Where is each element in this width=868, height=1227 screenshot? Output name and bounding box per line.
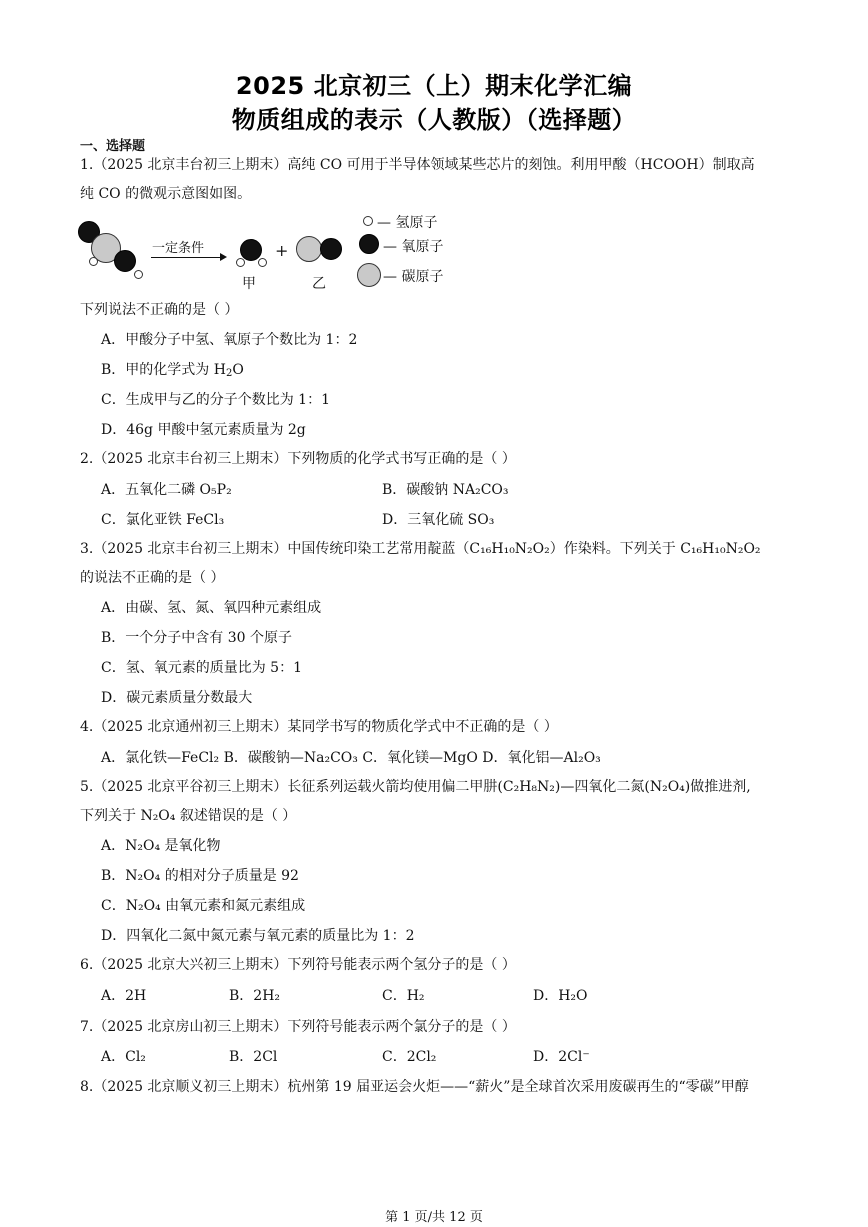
question-3-text: 3.（2025 北京丰台初三上期末）中国传统印染工艺常用靛蓝（C₁₆H₁₀N₂O₂）作染料。下列关于 C₁₆H₁₀N₂O₂ [80,541,761,557]
q6-option-a: A．2H [101,988,147,1004]
q3-option-a: A．由碳、氢、氮、氧四种元素组成 [101,600,322,616]
question-6-stem: 6.（2025 北京大兴初三上期末）下列符号能表示两个氢分子的是（ ） [80,957,516,973]
section-heading: 一、选择题 [80,139,146,154]
q1-option-d: D．46g 甲酸中氢元素质量为 2g [101,422,306,438]
q5-option-b: B．N₂O₄ 的相对分子质量是 92 [101,868,299,884]
question-1-text: 1.（2025 北京丰台初三上期末）高纯 CO 可用于半导体领域某些芯片的刻蚀。利用甲酸（HCOOH）制取高 [80,157,755,173]
question-3-text-cont: 的说法不正确的是（ ） [80,570,225,586]
q3-option-b: B．一个分子中含有 30 个原子 [101,630,293,646]
reaction-arrow [151,257,223,258]
carbon-legend-icon [357,263,381,287]
hydrogen-atom [258,258,267,267]
question-1-text-cont: 纯 CO 的微观示意图如图。 [80,186,252,202]
page-title: 2025 北京初三（上）期末化学汇编 [235,72,633,100]
label-yi: 乙 [312,276,326,292]
q7-option-a: A．Cl₂ [101,1049,146,1065]
page-number: 第 1 页/共 12 页 [385,1210,483,1225]
q6-option-d: D．H₂O [533,988,588,1004]
q2-option-d: D．三氧化硫 SO₃ [382,512,495,528]
q1-option-a: A．甲酸分子中氢、氧原子个数比为 1：2 [101,332,358,348]
question-5-text: 5.（2025 北京平谷初三上期末）长征系列运载火箭均使用偏二甲肼(C₂H₈N₂)—四氧化二氮(N₂O₄)做推进剂, [80,779,751,795]
question-4-stem: 4.（2025 北京通州初三上期末）某同学书写的物质化学式中不正确的是（ ） [80,719,558,735]
q1-option-c: C．生成甲与乙的分子个数比为 1：1 [101,392,330,408]
question-8-text: 8.（2025 北京顺义初三上期末）杭州第 19 届亚运会火炬——“薪火”是全球首次采用废碳再生的“零碳”甲醇 [80,1079,749,1095]
hydrogen-legend-icon [363,216,373,226]
q7-option-c: C．2Cl₂ [382,1049,437,1065]
q7-option-d: D．2Cl⁻ [533,1049,590,1065]
plus-sign: + [275,241,289,260]
q5-option-c: C．N₂O₄ 由氧元素和氮元素组成 [101,898,306,914]
q3-option-c: C．氢、氧元素的质量比为 5：1 [101,660,302,676]
legend-hydrogen: — 氢原子 [377,215,438,231]
legend-oxygen: — 氧原子 [383,239,444,255]
q6-option-b: B．2H₂ [229,988,281,1004]
hydrogen-atom [134,270,143,279]
q2-option-c: C．氯化亚铁 FeCl₃ [101,512,225,528]
legend-carbon: — 碳原子 [383,269,444,285]
q7-option-b: B．2Cl [229,1049,278,1065]
q1-option-b [101,361,244,383]
hydrogen-atom [236,258,245,267]
q1-option-b-text: B．甲的化学式为 H [101,362,226,378]
q2-option-a: A．五氧化二磷 O₅P₂ [101,482,232,498]
reaction-condition: 一定条件 [152,241,205,256]
carbon-atom [296,236,322,262]
q4-options: A．氯化铁—FeCl₂ B．碳酸钠—Na₂CO₃ C．氧化镁—MgO D．氧化铝—Al₂O₃ [101,750,601,766]
q5-option-d: D．四氧化二氮中氮元素与氧元素的质量比为 1：2 [101,928,415,944]
oxygen-legend-icon [359,234,379,254]
q3-option-d: D．碳元素质量分数最大 [101,690,253,706]
hydrogen-atom [89,257,98,266]
question-7-stem: 7.（2025 北京房山初三上期末）下列符号能表示两个氯分子的是（ ） [80,1019,516,1035]
page-subtitle: 物质组成的表示（人教版）（选择题） [231,106,637,134]
oxygen-atom [320,238,342,260]
oxygen-atom [240,239,262,261]
arrow-head-icon [220,253,227,261]
subscript: 2 [225,368,233,379]
reaction-diagram [74,210,464,298]
q6-option-c: C．H₂ [382,988,425,1004]
question-1-stem: 下列说法不正确的是（ ） [80,302,239,318]
q1-option-b-text-end: O [232,362,244,378]
q5-option-a: A．N₂O₄ 是氧化物 [101,838,221,854]
question-5-text-cont: 下列关于 N₂O₄ 叙述错误的是（ ） [80,808,297,824]
question-2-stem: 2.（2025 北京丰台初三上期末）下列物质的化学式书写正确的是（ ） [80,451,516,467]
q2-option-b: B．碳酸钠 NA₂CO₃ [382,482,509,498]
oxygen-atom [114,250,136,272]
label-jia: 甲 [242,276,256,292]
